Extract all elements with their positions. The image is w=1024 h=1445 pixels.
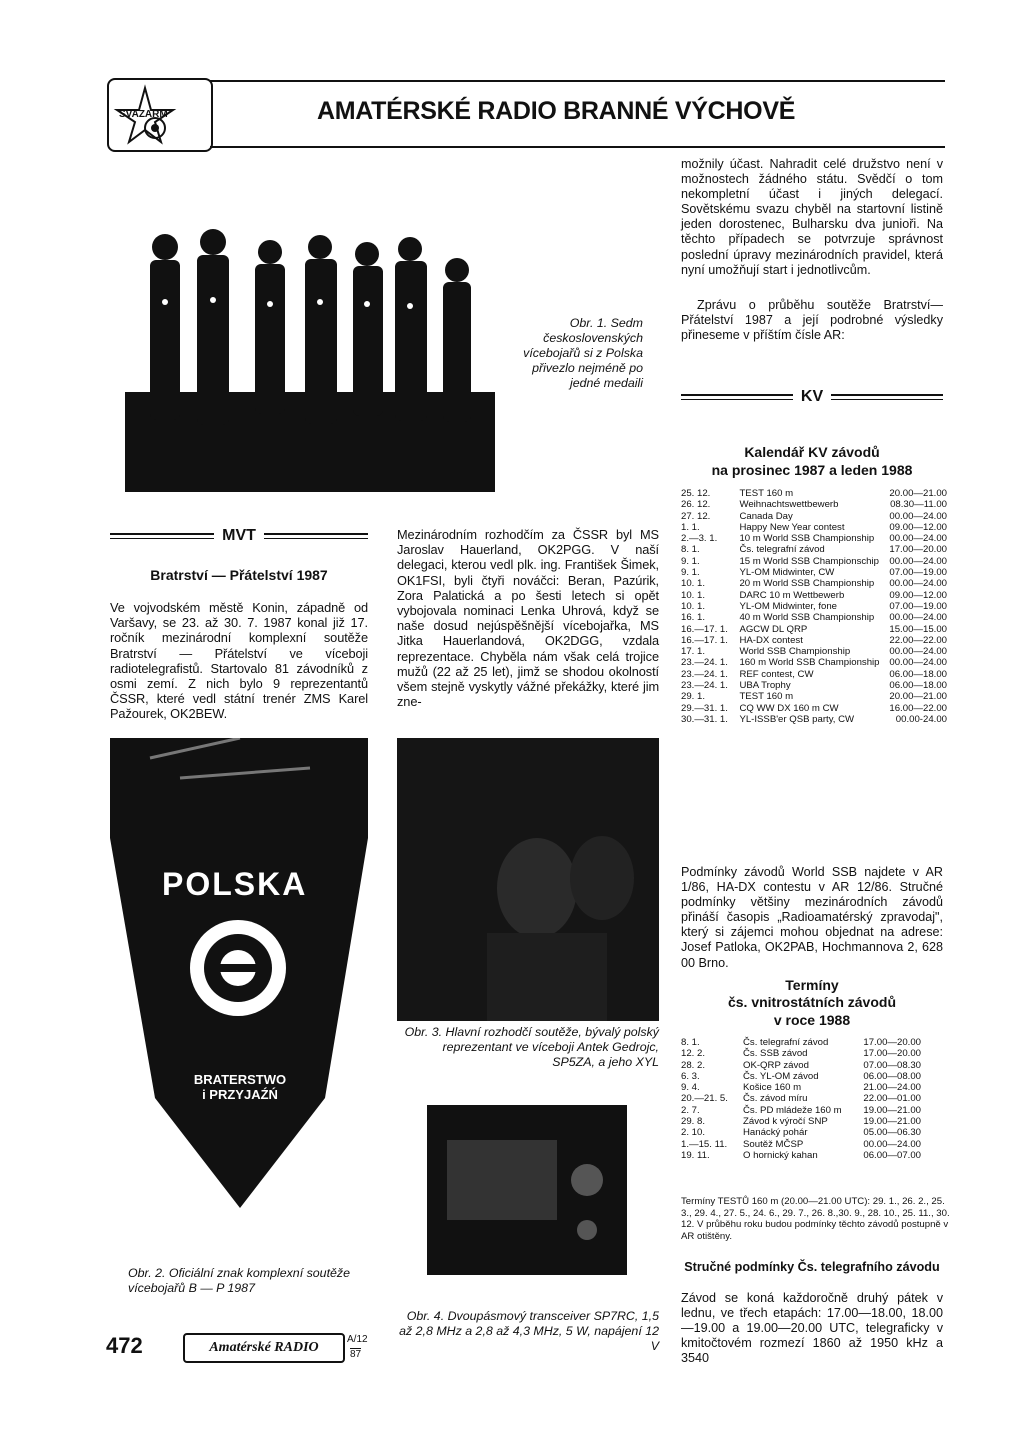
date-cell: 25. 12. <box>681 488 711 499</box>
date-cell: 10. 1. <box>681 600 706 612</box>
pennant-top-text: POLSKA <box>162 866 308 902</box>
table-row <box>681 635 947 646</box>
table-row <box>681 578 947 589</box>
date-cell: 1.—15. 11. <box>681 1138 728 1150</box>
mid-column-article-text: Mezinárodním rozhodčím za ČSSR byl MS Jaroslav Hauerland, OK2PGG. V naší delegaci, kterou vedl plk. ing. František Šimek, OK1FSI, byli čtyři nováčci: Beran, Pazúrik, Zora Palatická a po šesti letech si opět vybojovala nominaci Lenka Uhrová, když se naše dosud nejúspěšnější vícebojařka, MS Jitka Hauerlandová, OK2DGG, vzdala reprezentace. Chyběla nám však celá trojice mužů (22 až 25 let), jimž se shodou okolností všem stejně vyskytly vážné překážky, které jim zne- <box>397 527 659 710</box>
kv-section-heading <box>681 388 943 406</box>
time-cell: 07.00—19.00 <box>889 600 947 612</box>
table-row <box>681 488 947 499</box>
date-cell: 26. 12. <box>681 499 711 511</box>
table-row <box>681 1071 921 1082</box>
contest-cell: Čs. SSB závod <box>743 1048 808 1060</box>
contest-cell: 10 m World SSB Championship <box>739 533 875 545</box>
kv-calendar-subtitle: na prosinec 1987 a leden 1988 <box>711 462 913 478</box>
mvt-heading-text: MVT <box>222 527 256 544</box>
table-row <box>681 556 947 567</box>
date-cell: 9. 4. <box>681 1082 700 1094</box>
kv-heading-text: KV <box>800 388 824 405</box>
contest-cell: CQ WW DX 160 m CW <box>739 702 839 714</box>
date-cell: 2.—3. 1. <box>681 533 718 545</box>
time-cell: 19.00—21.00 <box>863 1104 921 1116</box>
time-cell: 20.00—21.00 <box>889 691 947 703</box>
contest-cell: 20 m World SSB Championship <box>739 578 875 590</box>
mvt-subheading: Bratrství — Přátelství 1987 <box>150 567 328 583</box>
date-cell: 10. 1. <box>681 578 706 590</box>
photo-pennant-emblem <box>110 738 368 1258</box>
table-row <box>681 499 947 510</box>
contest-cell: TEST 160 m <box>739 691 794 703</box>
table-row <box>681 601 947 612</box>
table-row <box>681 1105 921 1116</box>
photo-transceiver <box>397 1080 659 1305</box>
heading-rule <box>681 394 793 400</box>
table-row <box>681 1150 921 1161</box>
kv-calendar-title: Kalendář KV závodů <box>744 444 880 460</box>
table-row <box>681 533 947 544</box>
date-cell: 23.—24. 1. <box>681 680 728 692</box>
terms-note: Termíny TESTŮ 160 m (20.00—21.00 UTC): 29. 1., 26. 2., 25. 3., 29. 4., 27. 5., 24. 6., 29. 7., 26. 8.,30. 9., 28. 10., 25. 11., 30. 12. V průběhu roku budou podmínky těchto závodů postupně v AR otištěny. <box>681 1196 950 1242</box>
contest-cell: O hornický kahan <box>743 1149 818 1161</box>
table-row <box>681 544 947 555</box>
contest-cell: YL-OM Midwinter, CW <box>739 567 835 579</box>
time-cell: 06.00—08.00 <box>863 1070 921 1082</box>
table-row <box>681 1093 921 1104</box>
contest-cell: AGCW DL QRP <box>739 623 808 635</box>
time-cell: 00.00—24.00 <box>889 533 947 545</box>
date-cell: 29. 1. <box>681 691 706 703</box>
time-cell: 22.00—22.00 <box>889 634 947 646</box>
heading-rule <box>831 394 943 400</box>
date-cell: 9. 1. <box>681 567 700 579</box>
figure-3-caption: Obr. 3. Hlavní rozhodčí soutěže, bývalý polský reprezentant ve víceboji Antek Gedrojc, SP5ZA, a jeho XYL <box>404 1025 659 1069</box>
table-row <box>681 703 947 714</box>
telegraph-heading: Stručné podmínky Čs. telegrafního závodu <box>684 1260 940 1274</box>
page-header-title: AMATÉRSKÉ RADIO BRANNÉ VÝCHOVĚ <box>317 97 796 125</box>
contest-cell: Happy New Year contest <box>739 521 845 533</box>
date-cell: 29. 8. <box>681 1116 706 1128</box>
terms-subtitle: čs. vnitrostátních závodů <box>727 994 897 1010</box>
header-rule-bottom <box>210 146 945 148</box>
heading-rule <box>110 533 214 539</box>
svazarm-logo <box>107 78 213 152</box>
time-cell: 20.00—21.00 <box>889 488 947 499</box>
time-cell: 00.00-24.00 <box>895 713 947 725</box>
time-cell: 00.00—24.00 <box>889 646 947 658</box>
pennant-bottom-text-2: i PRZYJAŹŃ <box>202 1087 278 1102</box>
date-cell: 30.—31. 1. <box>681 713 728 725</box>
time-cell: 08.30—11.00 <box>890 499 947 511</box>
contest-cell: HA-DX contest <box>739 634 803 646</box>
kv-calendar-table <box>681 488 947 725</box>
table-row <box>681 522 947 533</box>
table-row <box>681 680 947 691</box>
table-row <box>681 657 947 668</box>
time-cell: 05.00—06.30 <box>863 1127 921 1139</box>
figure-4-caption: Obr. 4. Dvoupásmový transceiver SP7RC, 1,5 až 2,8 MHz a 2,8 až 4,3 MHz, 5 W, napájení 12 V <box>399 1309 659 1353</box>
table-row <box>681 1116 921 1127</box>
time-cell: 00.00—24.00 <box>889 612 947 624</box>
date-cell: 19. 11. <box>681 1149 710 1161</box>
contest-cell: 160 m World SSB Championship <box>739 657 880 669</box>
table-row <box>681 691 947 702</box>
photo-chief-judge <box>397 738 659 1021</box>
time-cell: 07.00—08.30 <box>863 1059 921 1071</box>
figure-2-caption: Obr. 2. Oficiální znak komplexní soutěže vícebojařů B — P 1987 <box>128 1266 350 1295</box>
date-cell: 16. 1. <box>681 612 706 624</box>
date-cell: 8. 1. <box>681 544 700 556</box>
time-cell: 06.00—18.00 <box>889 668 947 680</box>
logo-text: SVAZARM <box>119 109 168 120</box>
mvt-section-heading <box>110 527 368 545</box>
date-cell: 9. 1. <box>681 555 700 567</box>
table-row <box>681 567 947 578</box>
date-cell: 2. 10. <box>681 1127 706 1139</box>
terms-table <box>681 1037 921 1161</box>
date-cell: 6. 3. <box>681 1070 700 1082</box>
contest-cell: Košice 160 m <box>743 1082 802 1094</box>
right-column-report-text: Zprávu o průběhu soutěže Bratrství—Přátelství 1987 a její podrobné výsledky přineseme v příštím čísle AR: <box>681 298 943 343</box>
contest-cell: Hanácký pohár <box>743 1127 808 1139</box>
table-row <box>681 1082 921 1093</box>
heading-rule <box>264 533 368 539</box>
date-cell: 1. 1. <box>681 521 700 533</box>
table-row <box>681 1037 921 1048</box>
date-cell: 12. 2. <box>681 1048 706 1060</box>
time-cell: 17.00—20.00 <box>863 1037 921 1048</box>
date-cell: 2. 7. <box>681 1104 700 1116</box>
time-cell: 16.00—22.00 <box>889 702 947 714</box>
time-cell: 09.00—12.00 <box>889 589 947 601</box>
date-cell: 23.—24. 1. <box>681 657 728 669</box>
issue-number: A/12 <box>347 1334 368 1345</box>
table-row <box>681 1127 921 1138</box>
photo-team-medalists <box>105 212 515 492</box>
contest-cell: Čs. telegrafní závod <box>739 544 825 556</box>
time-cell: 19.00—21.00 <box>863 1116 921 1128</box>
contest-cell: TEST 160 m <box>739 488 794 499</box>
time-cell: 21.00—24.00 <box>863 1082 921 1094</box>
time-cell: 17.00—20.00 <box>889 544 947 556</box>
right-column-intro-text: možnily účast. Nahradit celé družstvo není v možnostech žádného státu. Svědčí o tom nekompletní účast i jiných delegací. Sovětskému svazu chyběl na startovní listině jeden dorostenec, Bulharsku dva junioři. Na těchto případech se potvrzuje správnost poslední úpravy mezinárodních pravidel, která nyní umožňují start i jednotlivcům. <box>681 157 943 277</box>
time-cell: 00.00—24.00 <box>889 657 947 669</box>
contest-cell: 15 m World SSB Championschip <box>739 555 879 567</box>
contest-cell: Čs. závod míru <box>743 1093 808 1105</box>
table-row <box>681 511 947 522</box>
table-row <box>681 624 947 635</box>
terms-year: v roce 1988 <box>773 1012 851 1028</box>
figure-1-caption: Obr. 1. Sedm československých vícebojařů si z Polska přivezlo nejméně po jedné medaili <box>523 316 643 390</box>
header-rule-top <box>210 80 945 82</box>
mvt-article-text: Ve vojvodském městě Konin, západně od Varšavy, se 23. až 30. 7. 1987 konal již 17. ročník mezinárodní komplexní soutěže Bratrství — Přátelství ve víceboji radiotelegrafistů. Startovalo 81 závodníků z osmi zemí. Z nich bylo 9 reprezentantů ČSSR, které vedl státní trenér ZMS Karel Pažourek, OK2BEW. <box>110 600 368 722</box>
contest-cell: Čs. YL-OM závod <box>743 1070 819 1082</box>
time-cell: 00.00—24.00 <box>889 510 947 522</box>
contest-cell: Weihnachtswettbewerb <box>739 499 839 511</box>
table-row <box>681 612 947 623</box>
table-row <box>681 714 947 725</box>
contest-cell: 40 m World SSB Championship <box>739 612 875 624</box>
date-cell: 20.—21. 5. <box>681 1093 728 1105</box>
date-cell: 16.—17. 1. <box>681 623 728 635</box>
date-cell: 27. 12. <box>681 510 711 522</box>
date-cell: 29.—31. 1. <box>681 702 728 714</box>
time-cell: 06.00—18.00 <box>889 680 947 692</box>
time-cell: 00.00—24.00 <box>889 578 947 590</box>
contest-cell: World SSB Championship <box>739 646 851 658</box>
magazine-logo-text: Amatérské RADIO <box>209 1340 319 1355</box>
contest-conditions-text: Podmínky závodů World SSB najdete v AR 1/86, HA-DX contestu v AR 12/86. Stručné podmínky většiny mezinárodních závodů přináší časopis „Radioamatérský zpravodaj", který si zájemci mohou objednat na adrese: Josef Patloka, OK2PAB, Hochmannova 2, 628 00 Brno. <box>681 865 943 970</box>
date-cell: 23.—24. 1. <box>681 668 728 680</box>
contest-cell: DARC 10 m Wettbewerb <box>739 589 845 601</box>
table-row <box>681 1060 921 1071</box>
date-cell: 28. 2. <box>681 1059 706 1071</box>
pennant-bottom-text-1: BRATERSTWO <box>193 1072 287 1087</box>
contest-cell: Soutěž MČSP <box>743 1138 804 1150</box>
time-cell: 00.00—24.00 <box>889 555 947 567</box>
issue-year: 87 <box>350 1349 362 1360</box>
contest-cell: YL-ISSB'er QSB party, CW <box>739 713 855 725</box>
date-cell: 16.—17. 1. <box>681 634 728 646</box>
time-cell: 17.00—20.00 <box>863 1048 921 1060</box>
date-cell: 10. 1. <box>681 589 706 601</box>
time-cell: 07.00—19.00 <box>889 567 947 579</box>
table-row <box>681 590 947 601</box>
contest-cell: Canada Day <box>739 510 793 522</box>
magazine-logo <box>183 1333 345 1363</box>
table-row <box>681 646 947 657</box>
time-cell: 00.00—24.00 <box>863 1138 921 1150</box>
contest-cell: UBA Trophy <box>739 680 791 692</box>
date-cell: 8. 1. <box>681 1037 700 1048</box>
contest-cell: OK-QRP závod <box>743 1059 809 1071</box>
time-cell: 06.00—07.00 <box>863 1149 921 1161</box>
time-cell: 22.00—01.00 <box>863 1093 921 1105</box>
contest-cell: Čs. PD mládeže 160 m <box>743 1104 842 1116</box>
table-row <box>681 669 947 680</box>
contest-cell: YL-OM Midwinter, fone <box>739 600 838 612</box>
time-cell: 09.00—12.00 <box>889 521 947 533</box>
table-row <box>681 1048 921 1059</box>
contest-cell: Závod k výročí SNP <box>743 1116 828 1128</box>
time-cell: 15.00—15.00 <box>889 623 947 635</box>
contest-cell: Čs. telegrafní závod <box>743 1037 829 1048</box>
terms-title: Termíny <box>785 977 839 993</box>
table-row <box>681 1139 921 1150</box>
page-number: 472 <box>106 1333 143 1358</box>
telegraph-text: Závod se koná každoročně druhý pátek v lednu, ve třech etapách: 17.00—18.00, 18.00—19.00 a 19.00—20.00 UTC, telegraficky v kmitočtovém rozmezí 1860 až 1950 kHz a 3540 <box>681 1291 943 1366</box>
date-cell: 17. 1. <box>681 646 706 658</box>
contest-cell: REF contest, CW <box>739 668 814 680</box>
